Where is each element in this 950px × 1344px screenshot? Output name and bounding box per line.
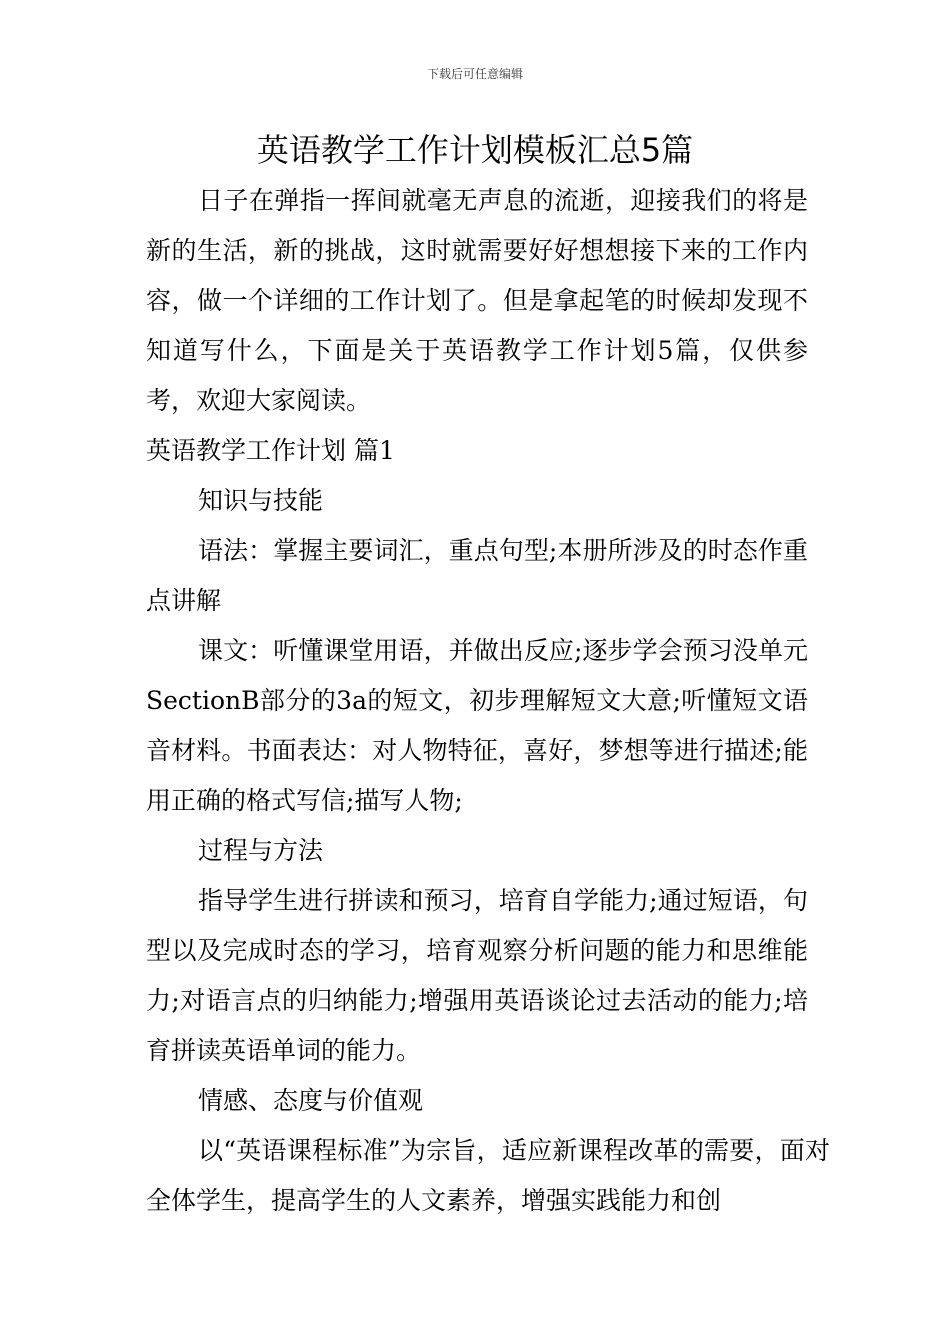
grammar-paragraph: 语法：掌握主要词汇，重点句型;本册所涉及的时态作重点讲解 bbox=[146, 536, 808, 615]
subheading-emotion: 情感、态度与价值观 bbox=[198, 1086, 424, 1115]
document-title: 英语教学工作计划模板汇总5篇 bbox=[256, 131, 694, 169]
subheading-knowledge: 知识与技能 bbox=[198, 486, 324, 515]
process-paragraph: 指导学生进行拼读和预习，培育自学能力;通过短语，句型以及完成时态的学习，培育观察分析问题的能力和思维能力;对语言点的归纳能力;增强用英语谈论过去活动的能力;培育拼读英语单词的能力。 bbox=[146, 886, 808, 1065]
section-heading: 英语教学工作计划 篇1 bbox=[146, 436, 395, 465]
text-lesson-paragraph: 课文：听懂课堂用语，并做出反应;逐步学会预习没单元SectionB部分的3a的短文，初步理解短文大意;听懂短文语音材料。书面表达：对人物特征，喜好，梦想等进行描述;能用正确的格式写信;描写人物; bbox=[146, 636, 808, 815]
subheading-process: 过程与方法 bbox=[198, 836, 324, 865]
header-note: 下载后可任意编辑 bbox=[426, 67, 523, 81]
emotion-paragraph: 以“英语课程标准”为宗旨，适应新课程改革的需要，面对全体学生，提高学生的人文素养，增强实践能力和创 bbox=[146, 1136, 830, 1215]
document-body bbox=[146, 176, 830, 1226]
intro-paragraph: 日子在弹指一挥间就毫无声息的流逝，迎接我们的将是新的生活，新的挑战，这时就需要好好想想接下来的工作内容，做一个详细的工作计划了。但是拿起笔的时候却发现不知道写什么，下面是关于英语教学工作计划5篇，仅供参考，欢迎大家阅读。 bbox=[146, 186, 808, 415]
